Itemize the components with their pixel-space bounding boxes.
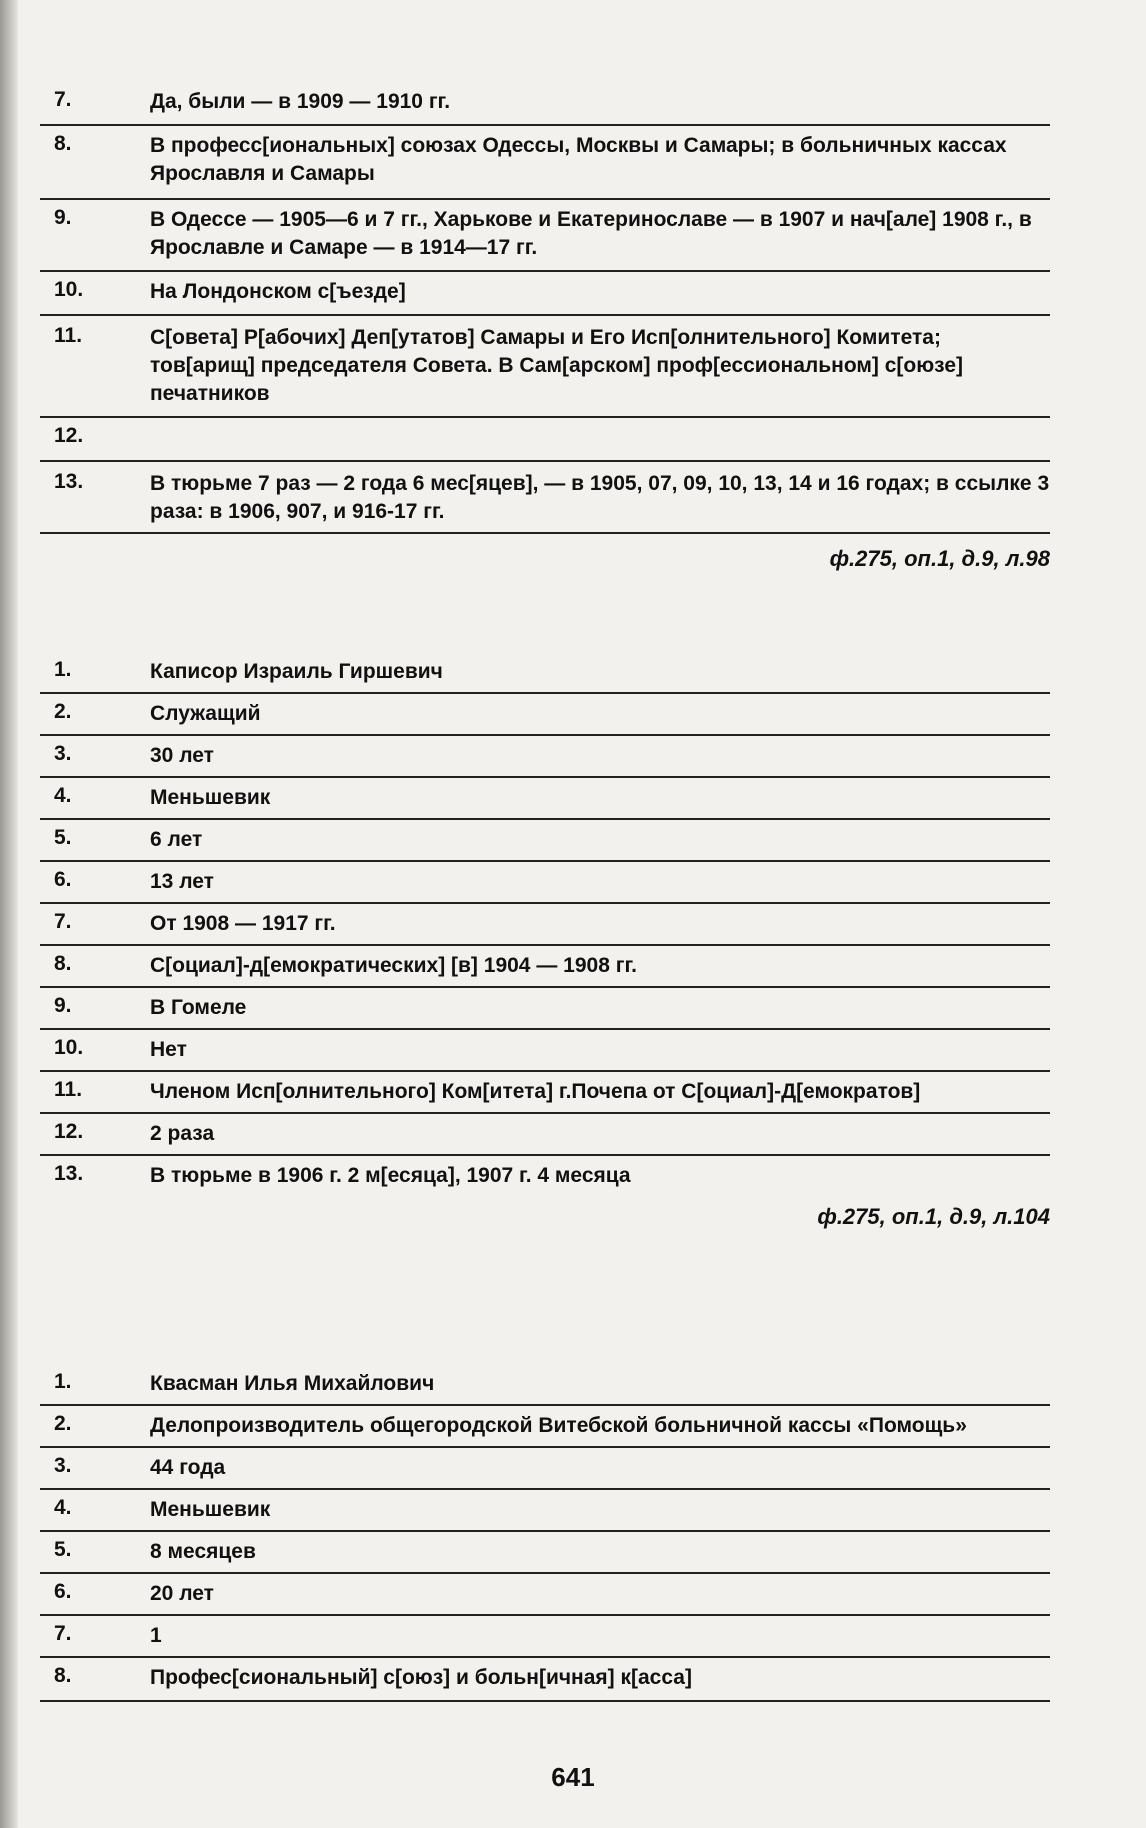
archive-reference: ф.275, оп.1, д.9, л.104 <box>817 1204 1050 1229</box>
row-number: 7. <box>54 910 72 933</box>
row-text: От 1908 — 1917 гг. <box>150 912 336 935</box>
row-number: 4. <box>54 784 72 807</box>
table-row <box>40 206 1050 272</box>
row-number: 13. <box>54 1162 84 1185</box>
row-text: 44 года <box>150 1456 226 1479</box>
row-number: 2. <box>54 1412 72 1435</box>
page-number: 641 <box>551 1762 595 1792</box>
row-text: Меньшевик <box>150 786 271 809</box>
page-edge-shadow <box>0 0 18 1828</box>
table-row <box>40 1496 1050 1532</box>
row-number: 3. <box>54 742 72 765</box>
row-number: 9. <box>54 206 72 229</box>
row-number: 8. <box>54 132 72 155</box>
row-text: 2 раза <box>150 1122 215 1145</box>
row-text: 6 лет <box>150 828 203 851</box>
row-text: В тюрьме в 1906 г. 2 м[есяца], 1907 г. 4 месяца <box>150 1164 631 1187</box>
table-row <box>40 1162 1050 1196</box>
record-section-2 <box>40 658 1050 1230</box>
table-row <box>40 1120 1050 1156</box>
table-row <box>40 826 1050 862</box>
row-number: 10. <box>54 1036 84 1059</box>
table-row <box>40 424 1050 462</box>
row-text: На Лондонском с[ъезде] <box>150 280 406 303</box>
table-row <box>40 784 1050 820</box>
row-number: 1. <box>54 658 72 681</box>
table-row <box>40 470 1050 534</box>
table-row <box>40 742 1050 778</box>
table-row <box>40 910 1050 946</box>
row-number: 12. <box>54 424 84 447</box>
table-row <box>40 1036 1050 1072</box>
table-row <box>40 700 1050 736</box>
row-text: 1 <box>150 1624 162 1647</box>
row-number: 11. <box>54 1078 83 1101</box>
row-number: 9. <box>54 994 72 1017</box>
row-text: 20 лет <box>150 1582 214 1605</box>
row-number: 6. <box>54 868 72 891</box>
row-text: Меньшевик <box>150 1498 271 1521</box>
row-text: В Одессе — 1905—6 и 7 гг., Харькове и Екатеринославе — в 1907 и нач[але] 1908 г., в Ярославле и Самаре — в 1914—17 гг. <box>150 208 1032 259</box>
row-text: В Гомеле <box>150 996 247 1019</box>
row-number: 5. <box>54 826 72 849</box>
table-row <box>40 952 1050 988</box>
table-row <box>40 88 1050 126</box>
row-text: 8 месяцев <box>150 1540 256 1563</box>
archive-reference: ф.275, оп.1, д.9, л.98 <box>829 546 1050 571</box>
table-row <box>40 1454 1050 1490</box>
row-text: Членом Исп[олнительного] Ком[итета] г.Почепа от С[оциал]-Д[емократов] <box>150 1080 921 1103</box>
row-text: 30 лет <box>150 744 214 767</box>
table-row <box>40 278 1050 316</box>
table-row <box>40 1622 1050 1658</box>
row-number: 13. <box>54 470 84 493</box>
row-text: Делопроизводитель общегородской Витебской больничной кассы «Помощь» <box>150 1414 967 1437</box>
row-text: 13 лет <box>150 870 214 893</box>
row-text: В професс[иональных] союзах Одессы, Москвы и Самары; в больничных кассах Ярославля и Самары <box>150 134 1007 185</box>
table-row <box>40 132 1050 200</box>
table-row <box>40 994 1050 1030</box>
row-number: 3. <box>54 1454 72 1477</box>
row-text: Квасман Илья Михайлович <box>150 1372 435 1395</box>
table-row <box>40 1370 1050 1406</box>
row-text: С[овета] Р[абочих] Деп[утатов] Самары и Его Исп[олнительного] Комитета; тов[арищ] председателя Совета. В Сам[арском] проф[ессиональном] с[оюзе] печатников <box>150 326 964 405</box>
table-row <box>40 324 1050 418</box>
row-number: 4. <box>54 1496 72 1519</box>
row-text: С[оциал]-д[емократических] [в] 1904 — 1908 гг. <box>150 954 637 977</box>
row-number: 8. <box>54 1664 72 1687</box>
row-number: 8. <box>54 952 72 975</box>
table-row <box>40 868 1050 904</box>
table-row <box>40 1078 1050 1114</box>
row-number: 7. <box>54 88 72 111</box>
row-text: Служащий <box>150 702 261 725</box>
row-number: 2. <box>54 700 72 723</box>
row-number: 6. <box>54 1580 72 1603</box>
table-row <box>40 1664 1050 1702</box>
row-number: 12. <box>54 1120 84 1143</box>
table-row <box>40 1412 1050 1448</box>
row-text: Каписор Израиль Гиршевич <box>150 660 443 683</box>
row-number: 7. <box>54 1622 72 1645</box>
record-section-3 <box>40 1370 1050 1702</box>
row-text: В тюрьме 7 раз — 2 года 6 мес[яцев], — в 1905, 07, 09, 10, 13, 14 и 16 годах; в ссылке 3 раза: в 1906, 907, и 916-17 гг. <box>150 472 1050 523</box>
row-text: Да, были — в 1909 — 1910 гг. <box>150 90 451 113</box>
record-section-1 <box>40 88 1050 572</box>
table-row <box>40 658 1050 694</box>
row-number: 1. <box>54 1370 72 1393</box>
row-text: Нет <box>150 1038 187 1061</box>
table-row <box>40 1580 1050 1616</box>
row-text: Профес[сиональный] с[оюз] и больн[ичная] к[асса] <box>150 1666 692 1689</box>
row-number: 5. <box>54 1538 72 1561</box>
row-number: 11. <box>54 324 83 347</box>
row-number: 10. <box>54 278 84 301</box>
table-row <box>40 1538 1050 1574</box>
